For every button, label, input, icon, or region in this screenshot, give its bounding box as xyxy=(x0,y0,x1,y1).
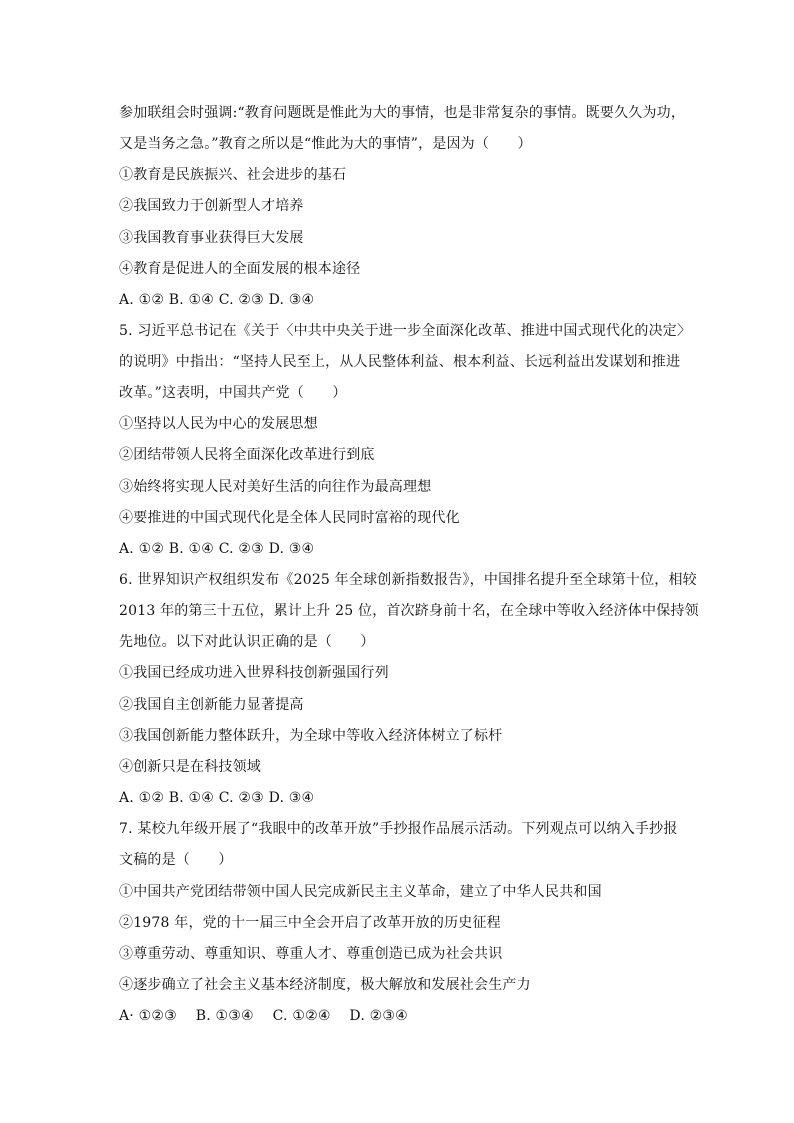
q5-option-1: ①坚持以人民为中心的发展思想 xyxy=(119,416,318,432)
q5-stem-line-1: 5. 习近平总书记在《关于〈中共中央关于进一步全面深化改革、推进中国式现代化的决定〉 xyxy=(119,323,692,339)
q5-stem-line-3: 改革。”这表明，中国共产党（ ） xyxy=(119,385,347,401)
q6-option-1: ①我国已经成功进入世界科技创新强国行列 xyxy=(119,665,389,681)
q6-option-4: ④创新只是在科技领域 xyxy=(119,759,261,775)
q7-answer-choices: A· ①②③ B. ①③④ C. ①②④ D. ②③④ xyxy=(119,1008,408,1024)
q4-stem-line-2: 又是当务之急。”教育之所以是“惟此为大的事情”，是因为（ ） xyxy=(119,136,532,152)
q4-option-3: ③我国教育事业获得巨大发展 xyxy=(119,230,304,246)
q5-option-2: ②团结带领人民将全面深化改革进行到底 xyxy=(119,447,375,463)
q6-option-3: ③我国创新能力整体跃升，为全球中等收入经济体树立了标杆 xyxy=(119,728,503,744)
q6-stem-line-1: 6. 世界知识产权组织发布《2025 年全球创新指数报告》，中国排名提升至全球第十位，相较 xyxy=(119,572,697,588)
q7-stem-line-1: 7. 某校九年级开展了“我眼中的改革开放”手抄报作品展示活动。下列观点可以纳入手抄报 xyxy=(119,821,678,837)
q7-option-4: ④逐步确立了社会主义基本经济制度，极大解放和发展社会生产力 xyxy=(119,977,531,993)
q4-option-4: ④教育是促进人的全面发展的根本途径 xyxy=(119,261,361,277)
q4-option-2: ②我国致力于创新型人才培养 xyxy=(119,198,304,214)
q5-answer-choices: A. ①② B. ①④ C. ②③ D. ③④ xyxy=(119,541,315,557)
q6-answer-choices: A. ①② B. ①④ C. ②③ D. ③④ xyxy=(119,790,315,806)
q7-stem-line-2: 文稿的是（ ） xyxy=(119,852,233,868)
q6-option-2: ②我国自主创新能力显著提高 xyxy=(119,697,304,713)
q4-answer-choices: A. ①② B. ①④ C. ②③ D. ③④ xyxy=(119,292,315,308)
q5-option-3: ③始终将实现人民对美好生活的向往作为最高理想 xyxy=(119,479,432,495)
q5-option-4: ④要推进的中国式现代化是全体人民同时富裕的现代化 xyxy=(119,510,460,526)
q6-stem-line-3: 先地位。以下对此认识正确的是（ ） xyxy=(119,634,375,650)
q4-option-1: ①教育是民族振兴、社会进步的基石 xyxy=(119,167,347,183)
q7-option-2: ②1978 年，党的十一届三中全会开启了改革开放的历史征程 xyxy=(119,915,501,931)
q7-option-1: ①中国共产党团结带领中国人民完成新民主主义革命，建立了中华人民共和国 xyxy=(119,884,602,900)
q6-stem-line-2: 2013 年的第三十五位，累计上升 25 位，首次跻身前十名，在全球中等收入经济体中保持领 xyxy=(119,603,699,619)
q4-stem-line-1: 参加联组会时强调:“教育问题既是惟此为大的事情，也是非常复杂的事情。既要久久为功， xyxy=(119,105,686,121)
q5-stem-line-2: 的说明》中指出：“坚持人民至上，从人民整体利益、根本利益、长远利益出发谋划和推进 xyxy=(119,354,681,370)
q7-option-3: ③尊重劳动、尊重知识、尊重人才、尊重创造已成为社会共识 xyxy=(119,946,503,962)
